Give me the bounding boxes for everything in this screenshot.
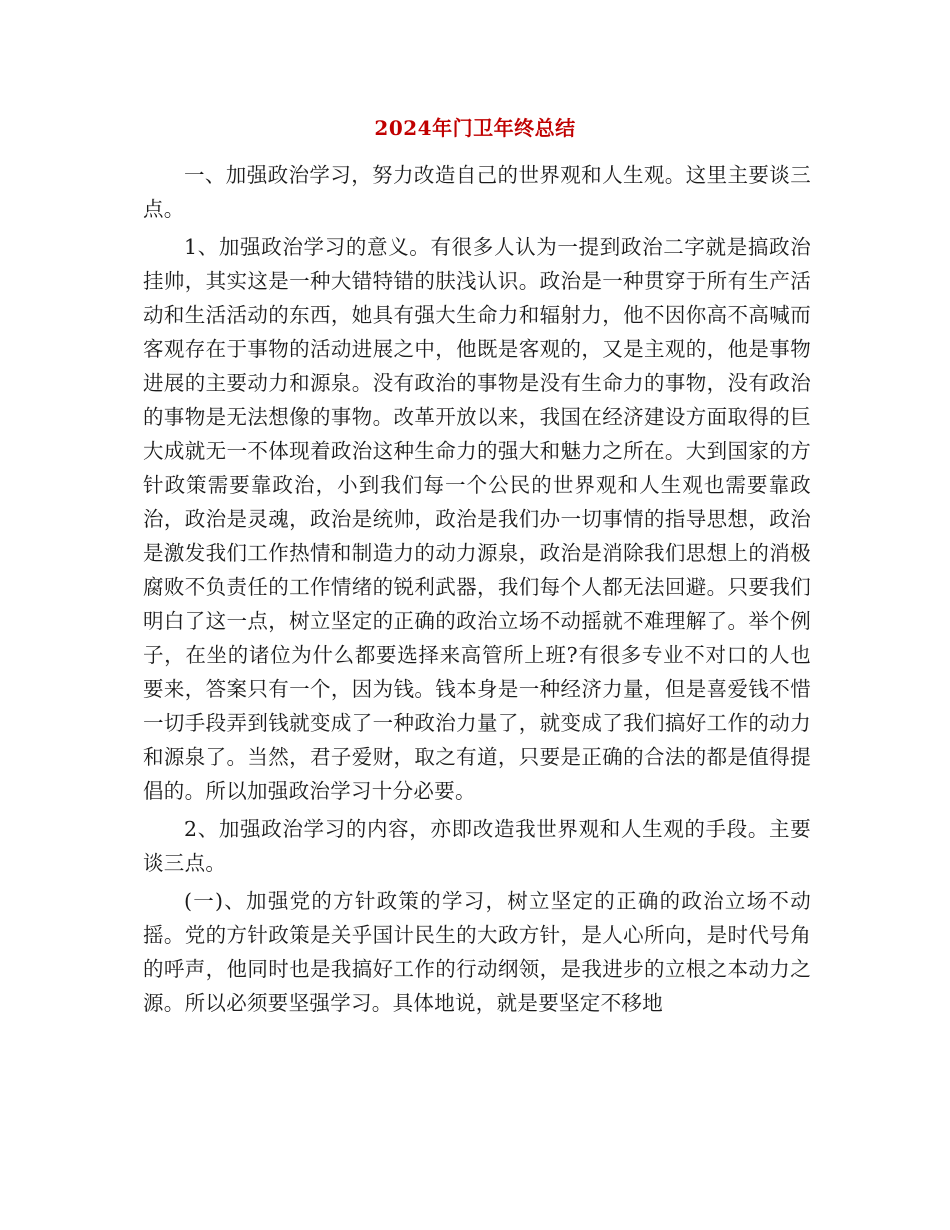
document-body (143, 158, 811, 1024)
paragraph-point-one: 1、加强政治学习的意义。有很多人认为一提到政治二字就是搞政治挂帅，其实这是一种大错特错的肤浅认识。政治是一种贯穿于所有生产活动和生活活动的东西，她具有强大生命力和辐射力，他不因你高不高喊而客观存在于事物的活动进展之中，他既是客观的，又是主观的，他是事物进展的主要动力和源泉。没有政治的事物是没有生命力的事物，没有政治的事物是无法想像的事物。改革开放以来，我国在经济建设方面取得的巨大成就无一不体现着政治这种生命力的强大和魅力之所在。大到国家的方针政策需要靠政治，小到我们每一个公民的世界观和人生观也需要靠政治，政治是灵魂，政治是统帅，政治是我们办一切事情的指导思想，政治是激发我们工作热情和制造力的动力源泉，政治是消除我们思想上的消极腐败不负责任的工作情绪的锐利武器，我们每个人都无法回避。只要我们明白了这一点，树立坚定的正确的政治立场不动摇就不难理解了。举个例子，在坐的诸位为什么都要选择来高管所上班?有很多专业不对口的人也要来，答案只有一个，因为钱。钱本身是一种经济力量，但是喜爱钱不惜一切手段弄到钱就变成了一种政治力量了，就变成了我们搞好工作的动力和源泉了。当然，君子爱财，取之有道，只要是正确的合法的都是值得提倡的。所以加强政治学习十分必要。 (143, 235, 811, 803)
paragraph-point-two: 2、加强政治学习的内容，亦即改造我世界观和人生观的手段。主要谈三点。 (143, 817, 811, 875)
document-title: 2024年门卫年终总结 (374, 116, 576, 140)
paragraph-section-one: 一、加强政治学习，努力改造自己的世界观和人生观。这里主要谈三点。 (143, 163, 811, 221)
paragraph-subpoint-one: (一)、加强党的方针政策的学习，树立坚定的正确的政治立场不动摇。党的方针政策是关乎国计民生的大政方针，是人心所向，是时代号角的呼声，他同时也是我搞好工作的行动纲领，是我进步的立根之本动力之源。所以必须要坚强学习。具体地说，就是要坚定不移地 (143, 889, 811, 1015)
